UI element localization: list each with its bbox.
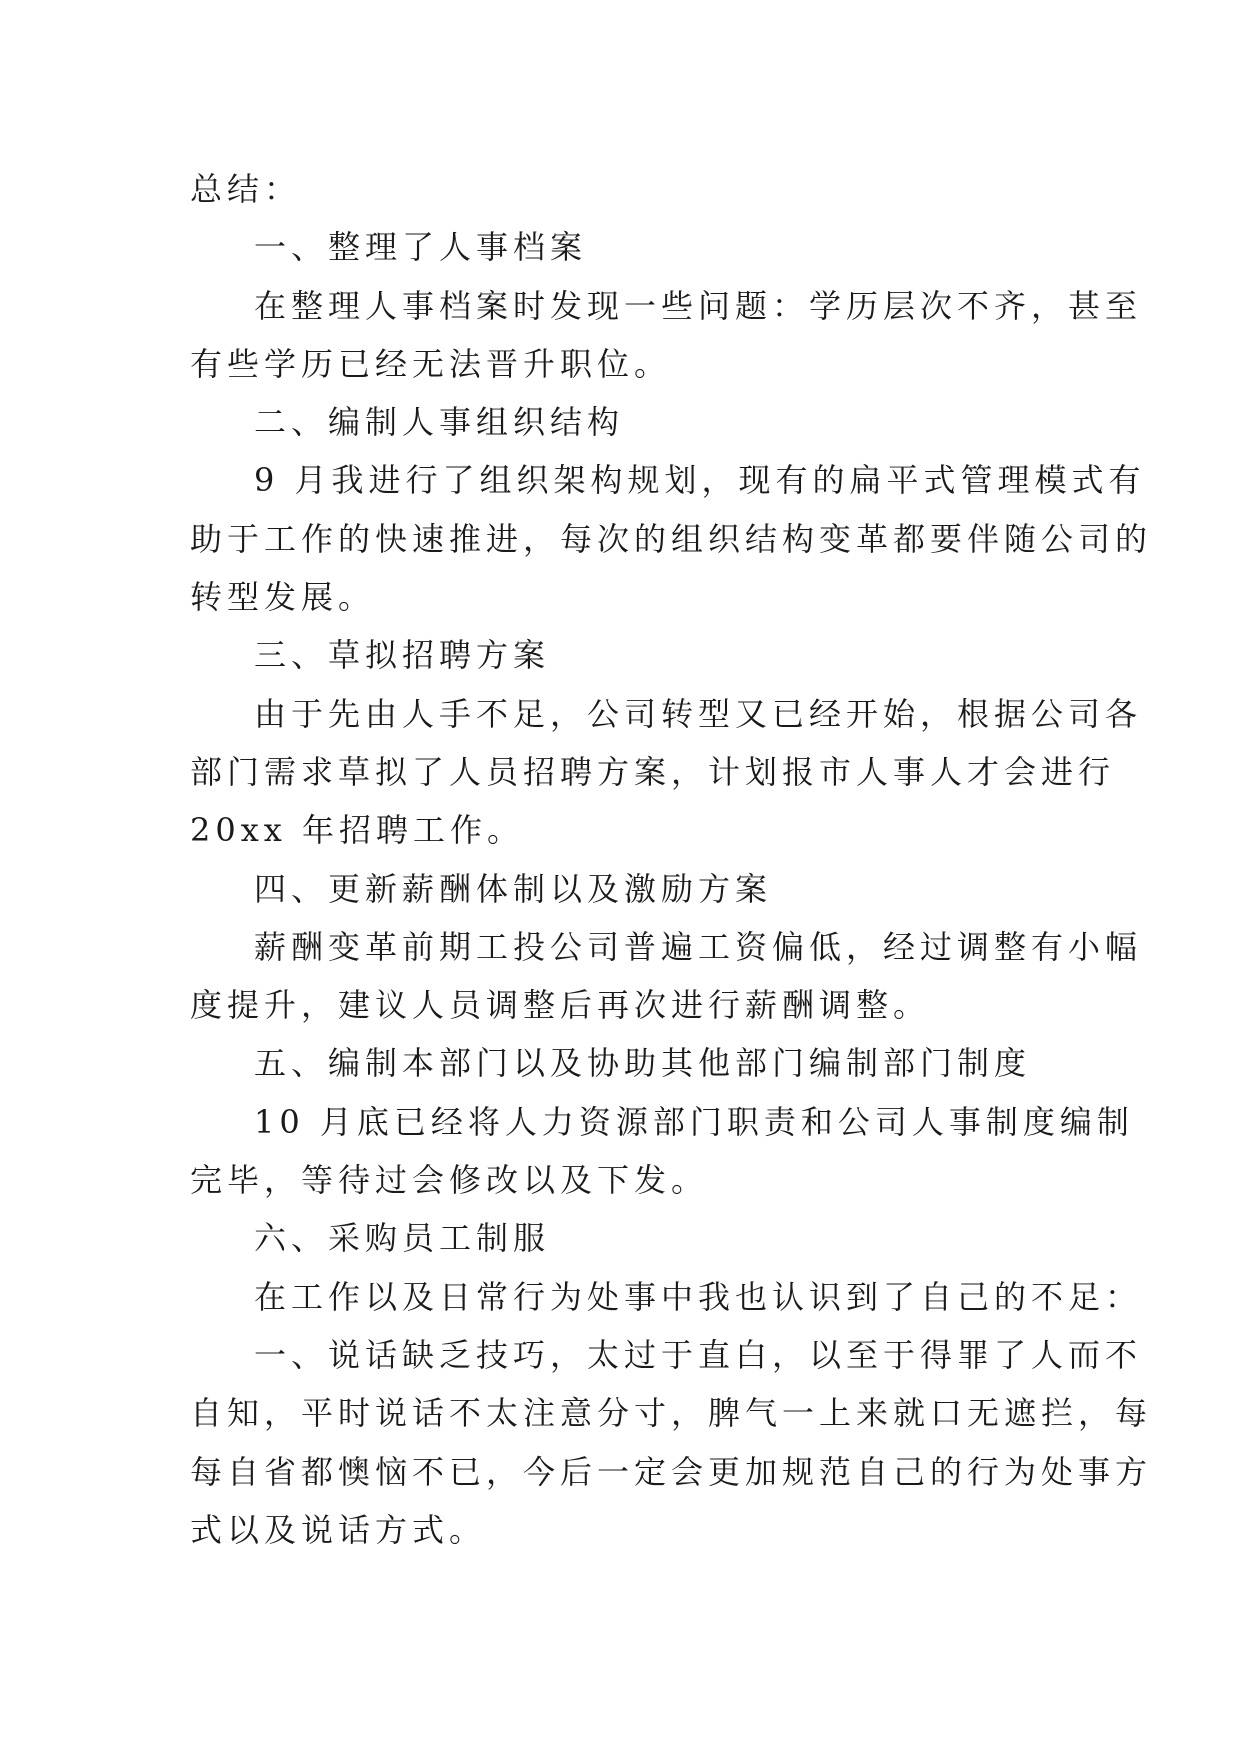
paragraph-line-indented: 二、编制人事组织结构 <box>254 403 625 442</box>
paragraph-line-indented: 一、整理了人事档案 <box>254 228 588 267</box>
paragraph-line-indented: 薪酬变革前期工投公司普遍工资偏低，经过调整有小幅 <box>254 927 1143 966</box>
paragraph-line: 每自省都懊恼不已，今后一定会更加规范自己的行为处事方 <box>190 1452 1153 1491</box>
paragraph-line-indented: 一、说话缺乏技巧，太过于直白，以至于得罪了人而不 <box>254 1335 1143 1374</box>
paragraph-line: 部门需求草拟了人员招聘方案，计划报市人事人才会进行 <box>190 752 1116 791</box>
paragraph-line-indented: 由于先由人手不足，公司转型又已经开始，根据公司各 <box>254 694 1143 733</box>
paragraph-line: 式以及说话方式。 <box>190 1510 487 1549</box>
paragraph-line-indented: 在工作以及日常行为处事中我也认识到了自己的不足： <box>254 1277 1143 1316</box>
paragraph-line: 完毕，等待过会修改以及下发。 <box>190 1161 709 1200</box>
paragraph-line-indented: 六、采购员工制服 <box>254 1219 551 1258</box>
paragraph-line: 转型发展。 <box>190 578 376 617</box>
paragraph-line: 助于工作的快速推进，每次的组织结构变革都要伴随公司的 <box>190 519 1153 558</box>
paragraph-line-indented: 三、草拟招聘方案 <box>254 636 551 675</box>
paragraph-line-indented: 9 月我进行了组织架构规划，现有的扁平式管理模式有 <box>254 461 1146 500</box>
paragraph-line: 总结： <box>190 170 302 208</box>
paragraph-line: 有些学历已经无法晋升职位。 <box>190 344 672 383</box>
paragraph-line-indented: 五、编制本部门以及协助其他部门编制部门制度 <box>254 1044 1032 1083</box>
paragraph-line: 20xx 年招聘工作。 <box>190 811 524 850</box>
paragraph-line-indented: 四、更新薪酬体制以及激励方案 <box>254 869 773 908</box>
paragraph-line: 自知，平时说话不太注意分寸，脾气一上来就口无遮拦，每 <box>190 1394 1153 1433</box>
paragraph-line: 度提升，建议人员调整后再次进行薪酬调整。 <box>190 986 931 1025</box>
paragraph-line-indented: 在整理人事档案时发现一些问题：学历层次不齐，甚至 <box>254 286 1143 325</box>
document-body <box>190 160 1153 1559</box>
paragraph-line-indented: 10 月底已经将人力资源部门职责和公司人事制度编制 <box>254 1102 1134 1141</box>
